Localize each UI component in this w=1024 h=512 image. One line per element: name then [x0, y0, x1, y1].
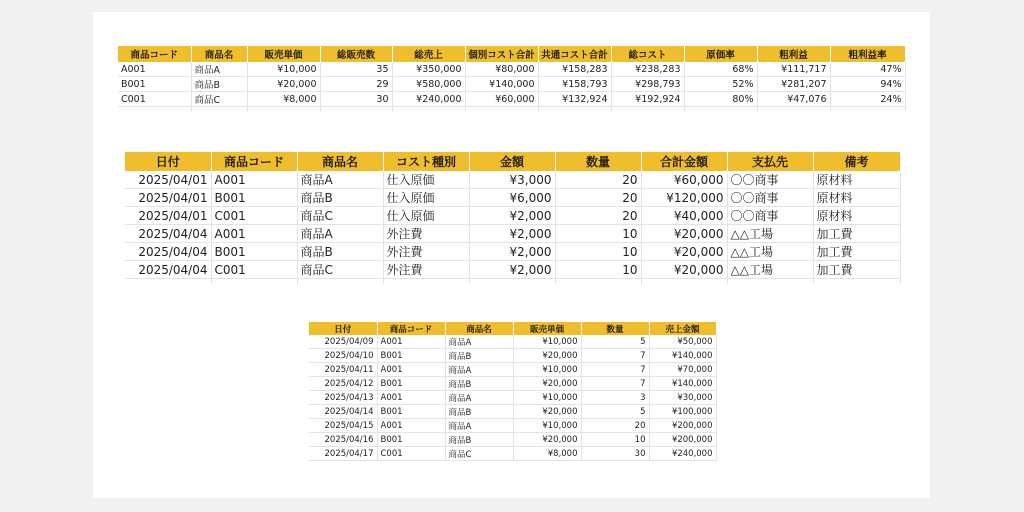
table-cell[interactable]: 商品B [445, 433, 513, 447]
table-cell[interactable]: ¥238,283 [611, 62, 684, 77]
table-cell[interactable]: 商品C [297, 207, 383, 225]
column-header[interactable]: 商品名 [297, 152, 383, 171]
table-cell[interactable]: 外注費 [383, 261, 469, 279]
table-cell[interactable]: ¥50,000 [649, 335, 716, 349]
table-cell[interactable]: 2025/04/09 [309, 335, 377, 349]
empty-cell[interactable] [813, 279, 900, 285]
table-cell[interactable]: 商品C [191, 92, 247, 107]
table-row [125, 225, 900, 243]
table-cell[interactable]: △△工場 [727, 261, 813, 279]
table-cell[interactable]: ¥40,000 [641, 207, 727, 225]
table-row [309, 447, 716, 461]
table-cell[interactable]: ¥158,283 [538, 62, 611, 77]
table-cell[interactable]: 商品B [445, 377, 513, 391]
empty-cell[interactable] [611, 107, 684, 112]
empty-cell[interactable] [247, 107, 320, 112]
column-header[interactable]: 商品コード [377, 322, 445, 335]
header-row [125, 152, 900, 171]
table-cell[interactable]: 7 [581, 363, 649, 377]
table-cell[interactable]: ¥240,000 [392, 92, 465, 107]
table-cell[interactable]: 29 [320, 77, 392, 92]
column-header[interactable]: 共通コスト合計 [538, 46, 611, 62]
table-cell[interactable]: B001 [211, 243, 297, 261]
table-cell[interactable]: ¥3,000 [469, 171, 555, 189]
table-cell[interactable]: 10 [555, 225, 641, 243]
column-header[interactable]: 販売単価 [513, 322, 581, 335]
table-cell[interactable]: 商品A [297, 225, 383, 243]
table-cell[interactable]: ¥80,000 [465, 62, 538, 77]
column-header[interactable]: 原価率 [684, 46, 757, 62]
table-cell[interactable]: ¥10,000 [513, 391, 581, 405]
table-cell[interactable]: ¥350,000 [392, 62, 465, 77]
table-cell[interactable]: 30 [581, 447, 649, 461]
table-cell[interactable]: 80% [684, 92, 757, 107]
table-row [125, 207, 900, 225]
table-cell[interactable]: ¥20,000 [513, 377, 581, 391]
table-cell[interactable]: 5 [581, 405, 649, 419]
empty-cell[interactable] [211, 279, 297, 285]
table-cell[interactable]: A001 [211, 171, 297, 189]
table-cell[interactable]: 商品B [445, 349, 513, 363]
column-header[interactable]: 支払先 [727, 152, 813, 171]
sales-ledger-table [309, 322, 717, 461]
table-cell[interactable]: 加工費 [813, 243, 900, 261]
empty-cell[interactable] [383, 279, 469, 285]
table-cell[interactable]: 52% [684, 77, 757, 92]
table-row [125, 261, 900, 279]
empty-cell[interactable] [555, 279, 641, 285]
table-row [309, 419, 716, 433]
empty-cell[interactable] [641, 279, 727, 285]
table-cell[interactable]: 〇〇商事 [727, 207, 813, 225]
column-header[interactable]: 販売単価 [247, 46, 320, 62]
table-row [125, 171, 900, 189]
table-cell[interactable]: 商品C [297, 261, 383, 279]
table-row [309, 433, 716, 447]
column-header[interactable]: 日付 [309, 322, 377, 335]
table-cell[interactable]: 加工費 [813, 225, 900, 243]
table-cell[interactable]: 2025/04/15 [309, 419, 377, 433]
table-row [309, 335, 716, 349]
table-cell[interactable]: ¥140,000 [649, 377, 716, 391]
column-header[interactable]: 金額 [469, 152, 555, 171]
empty-cell[interactable] [118, 107, 191, 112]
table-cell[interactable]: 7 [581, 349, 649, 363]
table-cell[interactable]: 外注費 [383, 225, 469, 243]
table-cell[interactable]: 2025/04/17 [309, 447, 377, 461]
column-header[interactable]: コスト種別 [383, 152, 469, 171]
table-cell[interactable]: ¥2,000 [469, 261, 555, 279]
column-header[interactable]: 日付 [125, 152, 211, 171]
table-cell[interactable]: 2025/04/11 [309, 363, 377, 377]
table-cell[interactable]: 商品A [191, 62, 247, 77]
table-cell[interactable]: 5 [581, 335, 649, 349]
table-cell[interactable]: 2025/04/01 [125, 171, 211, 189]
table-cell[interactable]: 商品A [445, 419, 513, 433]
table-cell[interactable]: 商品C [445, 447, 513, 461]
table-cell[interactable]: ¥47,076 [757, 92, 830, 107]
column-header[interactable]: 粗利益率 [830, 46, 905, 62]
table-cell[interactable]: B001 [377, 405, 445, 419]
table-cell[interactable]: ¥60,000 [641, 171, 727, 189]
column-header[interactable]: 商品名 [191, 46, 247, 62]
table-cell[interactable]: ¥20,000 [513, 433, 581, 447]
table-cell[interactable]: A001 [211, 225, 297, 243]
empty-cell[interactable] [465, 107, 538, 112]
table-cell[interactable]: ¥100,000 [649, 405, 716, 419]
table-cell[interactable]: B001 [211, 189, 297, 207]
header-row [309, 322, 716, 335]
table-cell[interactable]: ¥200,000 [649, 419, 716, 433]
table-cell[interactable]: ¥10,000 [513, 419, 581, 433]
header-row [118, 46, 905, 62]
empty-row [118, 107, 905, 112]
table-cell[interactable]: ¥60,000 [465, 92, 538, 107]
spreadsheet-canvas [93, 12, 930, 498]
table-row [118, 92, 905, 107]
table-cell[interactable]: B001 [377, 433, 445, 447]
table-cell[interactable]: ¥2,000 [469, 243, 555, 261]
table-cell[interactable]: 30 [320, 92, 392, 107]
table-cell[interactable]: 20 [555, 171, 641, 189]
table-cell[interactable]: ¥20,000 [641, 243, 727, 261]
table-cell[interactable]: ¥132,924 [538, 92, 611, 107]
table-row [309, 391, 716, 405]
table-row [125, 243, 900, 261]
table-cell[interactable]: 2025/04/04 [125, 261, 211, 279]
cost-ledger-table [125, 152, 901, 284]
table-cell[interactable]: A001 [377, 363, 445, 377]
table-cell[interactable]: ¥20,000 [513, 405, 581, 419]
table-cell[interactable]: A001 [377, 335, 445, 349]
table-row [309, 377, 716, 391]
table-cell[interactable]: 商品A [445, 335, 513, 349]
table-cell[interactable]: ¥10,000 [513, 335, 581, 349]
table-row [118, 62, 905, 77]
table-cell[interactable]: 加工費 [813, 261, 900, 279]
table-cell[interactable]: 2025/04/04 [125, 243, 211, 261]
table-cell[interactable]: B001 [377, 377, 445, 391]
table-cell[interactable]: ¥2,000 [469, 207, 555, 225]
table-cell[interactable]: 20 [555, 189, 641, 207]
column-header[interactable]: 総売上 [392, 46, 465, 62]
table-row [309, 349, 716, 363]
table-cell[interactable]: 2025/04/12 [309, 377, 377, 391]
table-cell[interactable]: 94% [830, 77, 905, 92]
table-cell[interactable]: 原材料 [813, 171, 900, 189]
table-cell[interactable]: ¥240,000 [649, 447, 716, 461]
table-cell[interactable]: 商品B [191, 77, 247, 92]
empty-row [125, 279, 900, 285]
table-cell[interactable]: 商品A [445, 391, 513, 405]
table-cell[interactable]: 20 [555, 207, 641, 225]
table-cell[interactable]: 商品B [297, 243, 383, 261]
table-cell[interactable]: ¥20,000 [247, 77, 320, 92]
table-cell[interactable]: 20 [581, 419, 649, 433]
table-cell[interactable]: 2025/04/01 [125, 189, 211, 207]
table-cell[interactable]: ¥580,000 [392, 77, 465, 92]
empty-cell[interactable] [392, 107, 465, 112]
table-cell[interactable]: 2025/04/10 [309, 349, 377, 363]
table-cell[interactable]: ¥140,000 [465, 77, 538, 92]
table-cell[interactable]: A001 [377, 391, 445, 405]
column-header[interactable]: 個別コスト合計 [465, 46, 538, 62]
column-header[interactable]: 総コスト [611, 46, 684, 62]
empty-cell[interactable] [125, 279, 211, 285]
profit-summary-table [118, 46, 906, 111]
table-cell[interactable]: 2025/04/01 [125, 207, 211, 225]
table-cell[interactable]: 仕入原価 [383, 189, 469, 207]
table-cell[interactable]: ¥158,793 [538, 77, 611, 92]
table-cell[interactable]: 商品B [445, 405, 513, 419]
empty-cell[interactable] [538, 107, 611, 112]
table-cell[interactable]: C001 [211, 261, 297, 279]
table-cell[interactable]: 3 [581, 391, 649, 405]
column-header[interactable]: 合計金額 [641, 152, 727, 171]
empty-cell[interactable] [297, 279, 383, 285]
empty-cell[interactable] [684, 107, 757, 112]
column-header[interactable]: 数量 [555, 152, 641, 171]
table-cell[interactable]: B001 [118, 77, 191, 92]
column-header[interactable]: 売上金額 [649, 322, 716, 335]
empty-cell[interactable] [191, 107, 247, 112]
table-cell[interactable]: ¥192,924 [611, 92, 684, 107]
table-cell[interactable]: 2025/04/13 [309, 391, 377, 405]
column-header[interactable]: 備考 [813, 152, 900, 171]
table-cell[interactable]: C001 [377, 447, 445, 461]
table-cell[interactable]: ¥20,000 [641, 261, 727, 279]
table-cell[interactable]: ¥111,717 [757, 62, 830, 77]
table-cell[interactable]: △△工場 [727, 243, 813, 261]
column-header[interactable]: 商品コード [211, 152, 297, 171]
empty-cell[interactable] [830, 107, 905, 112]
table-cell[interactable]: ¥20,000 [513, 349, 581, 363]
table-cell[interactable]: 10 [555, 261, 641, 279]
table-row [125, 189, 900, 207]
table-cell[interactable]: 仕入原価 [383, 207, 469, 225]
column-header[interactable]: 総販売数 [320, 46, 392, 62]
column-header[interactable]: 数量 [581, 322, 649, 335]
column-header[interactable]: 商品名 [445, 322, 513, 335]
table-cell[interactable]: C001 [118, 92, 191, 107]
table-cell[interactable]: ¥6,000 [469, 189, 555, 207]
table-cell[interactable]: ¥8,000 [513, 447, 581, 461]
empty-cell[interactable] [469, 279, 555, 285]
table-cell[interactable]: 2025/04/16 [309, 433, 377, 447]
table-cell[interactable]: ¥70,000 [649, 363, 716, 377]
table-row [309, 405, 716, 419]
table-cell[interactable]: 原材料 [813, 189, 900, 207]
table-cell[interactable]: ¥20,000 [641, 225, 727, 243]
table-cell[interactable]: △△工場 [727, 225, 813, 243]
table-cell[interactable]: 24% [830, 92, 905, 107]
table-cell[interactable]: 68% [684, 62, 757, 77]
table-cell[interactable]: 商品B [297, 189, 383, 207]
table-cell[interactable]: ¥298,793 [611, 77, 684, 92]
table-cell[interactable]: ¥10,000 [513, 363, 581, 377]
table-cell[interactable]: 仕入原価 [383, 171, 469, 189]
empty-cell[interactable] [757, 107, 830, 112]
table-cell[interactable]: 10 [555, 243, 641, 261]
column-header[interactable]: 商品コード [118, 46, 191, 62]
empty-cell[interactable] [320, 107, 392, 112]
table-cell[interactable]: 2025/04/04 [125, 225, 211, 243]
table-cell[interactable]: 47% [830, 62, 905, 77]
table-cell[interactable]: A001 [377, 419, 445, 433]
table-cell[interactable]: ¥200,000 [649, 433, 716, 447]
table-cell[interactable]: ¥140,000 [649, 349, 716, 363]
table-cell[interactable]: 商品A [297, 171, 383, 189]
table-cell[interactable]: 35 [320, 62, 392, 77]
table-cell[interactable]: ¥8,000 [247, 92, 320, 107]
table-cell[interactable]: 〇〇商事 [727, 171, 813, 189]
table-cell[interactable]: 2025/04/14 [309, 405, 377, 419]
table-cell[interactable]: ¥10,000 [247, 62, 320, 77]
table-cell[interactable]: 原材料 [813, 207, 900, 225]
empty-cell[interactable] [727, 279, 813, 285]
table-cell[interactable]: ¥120,000 [641, 189, 727, 207]
table-cell[interactable]: 商品A [445, 363, 513, 377]
table-cell[interactable]: 外注費 [383, 243, 469, 261]
table-cell[interactable]: 〇〇商事 [727, 189, 813, 207]
table-row [118, 77, 905, 92]
table-cell[interactable]: ¥281,207 [757, 77, 830, 92]
table-cell[interactable]: 7 [581, 377, 649, 391]
table-cell[interactable]: A001 [118, 62, 191, 77]
table-cell[interactable]: ¥30,000 [649, 391, 716, 405]
table-cell[interactable]: B001 [377, 349, 445, 363]
table-cell[interactable]: 10 [581, 433, 649, 447]
table-cell[interactable]: C001 [211, 207, 297, 225]
table-row [309, 363, 716, 377]
table-cell[interactable]: ¥2,000 [469, 225, 555, 243]
column-header[interactable]: 粗利益 [757, 46, 830, 62]
